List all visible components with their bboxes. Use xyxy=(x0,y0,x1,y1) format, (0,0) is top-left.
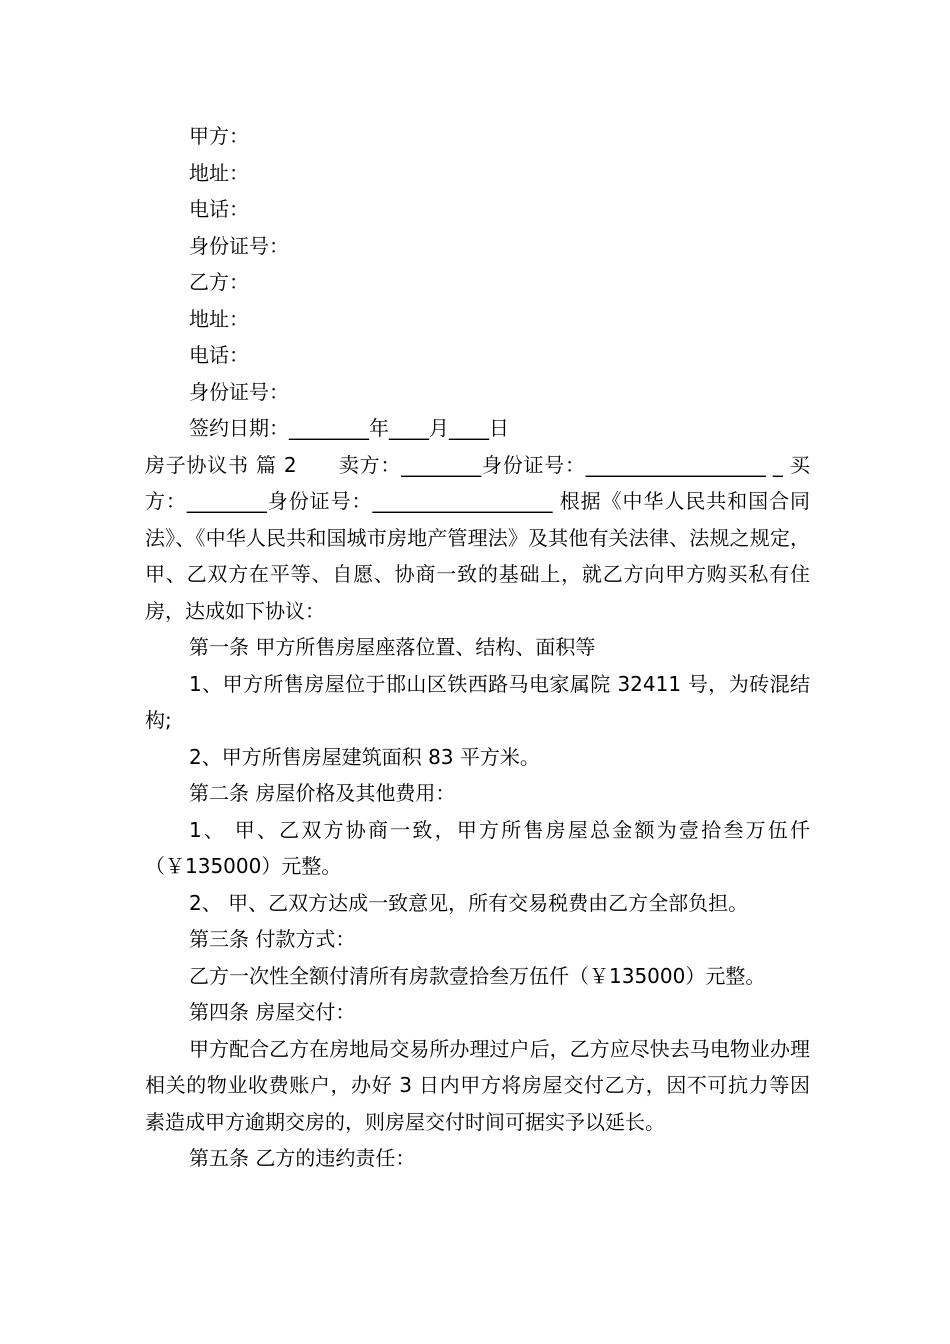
article-4-title: 第四条 房屋交付： xyxy=(189,1000,356,1024)
intro-paragraph: 房子协议书 篇 2 卖方：________身份证号：__________________ _ 买方：________身份证号：__________________ 根据《中华人民共和国合同法》、《中华人民共和国城市房地产管理法》及其他有关法律、法规之规定，甲、乙双方在平等、自愿、协商一致的基础上，就乙方向甲方购买私有住房，达成如下协议： xyxy=(145,452,810,623)
party-a-phone-label: 电话： xyxy=(189,197,249,221)
party-a-label: 甲方： xyxy=(189,124,249,148)
article-1-item-1: 1、甲方所售房屋位于邯山区铁西路马电家属院 32411 号，为砖混结构; xyxy=(145,671,810,732)
article-1-item-2: 2、甲方所售房屋建筑面积 83 平方米。 xyxy=(189,744,540,769)
party-b-phone-label: 电话： xyxy=(189,343,249,367)
party-a-id-label: 身份证号： xyxy=(189,233,289,258)
article-2-title: 第二条 房屋价格及其他费用： xyxy=(189,781,456,805)
article-5-title: 第五条 乙方的违约责任： xyxy=(189,1146,416,1170)
sign-date-line: 签约日期：________年____月____日 xyxy=(189,416,509,440)
article-1-title: 第一条 甲方所售房屋座落位置、结构、面积等 xyxy=(189,635,596,659)
document-body xyxy=(145,118,810,1177)
article-2-item-2: 2、 甲、乙双方达成一致意见，所有交易税费由乙方全部负担。 xyxy=(189,890,749,915)
article-4-body: 甲方配合乙方在房地局交易所办理过户后，乙方应尽快去马电物业办理相关的物业收费账户，办好 3 日内甲方将房屋交付乙方，因不可抗力等因素造成甲方逾期交房的，则房屋交付时间可据实予以延长。 xyxy=(145,1036,810,1134)
article-2-item-1: 1、 甲、乙双方协商一致，甲方所售房屋总金额为壹拾叁万伍仟（￥135000）元整。 xyxy=(145,817,810,878)
article-3-body: 乙方一次性全额付清所有房款壹拾叁万伍仟（￥135000）元整。 xyxy=(189,963,766,988)
party-b-id-label: 身份证号： xyxy=(189,379,289,404)
party-b-address-label: 地址： xyxy=(189,306,249,331)
party-b-label: 乙方： xyxy=(189,270,249,294)
party-a-address-label: 地址： xyxy=(189,160,249,185)
article-3-title: 第三条 付款方式： xyxy=(189,927,356,951)
